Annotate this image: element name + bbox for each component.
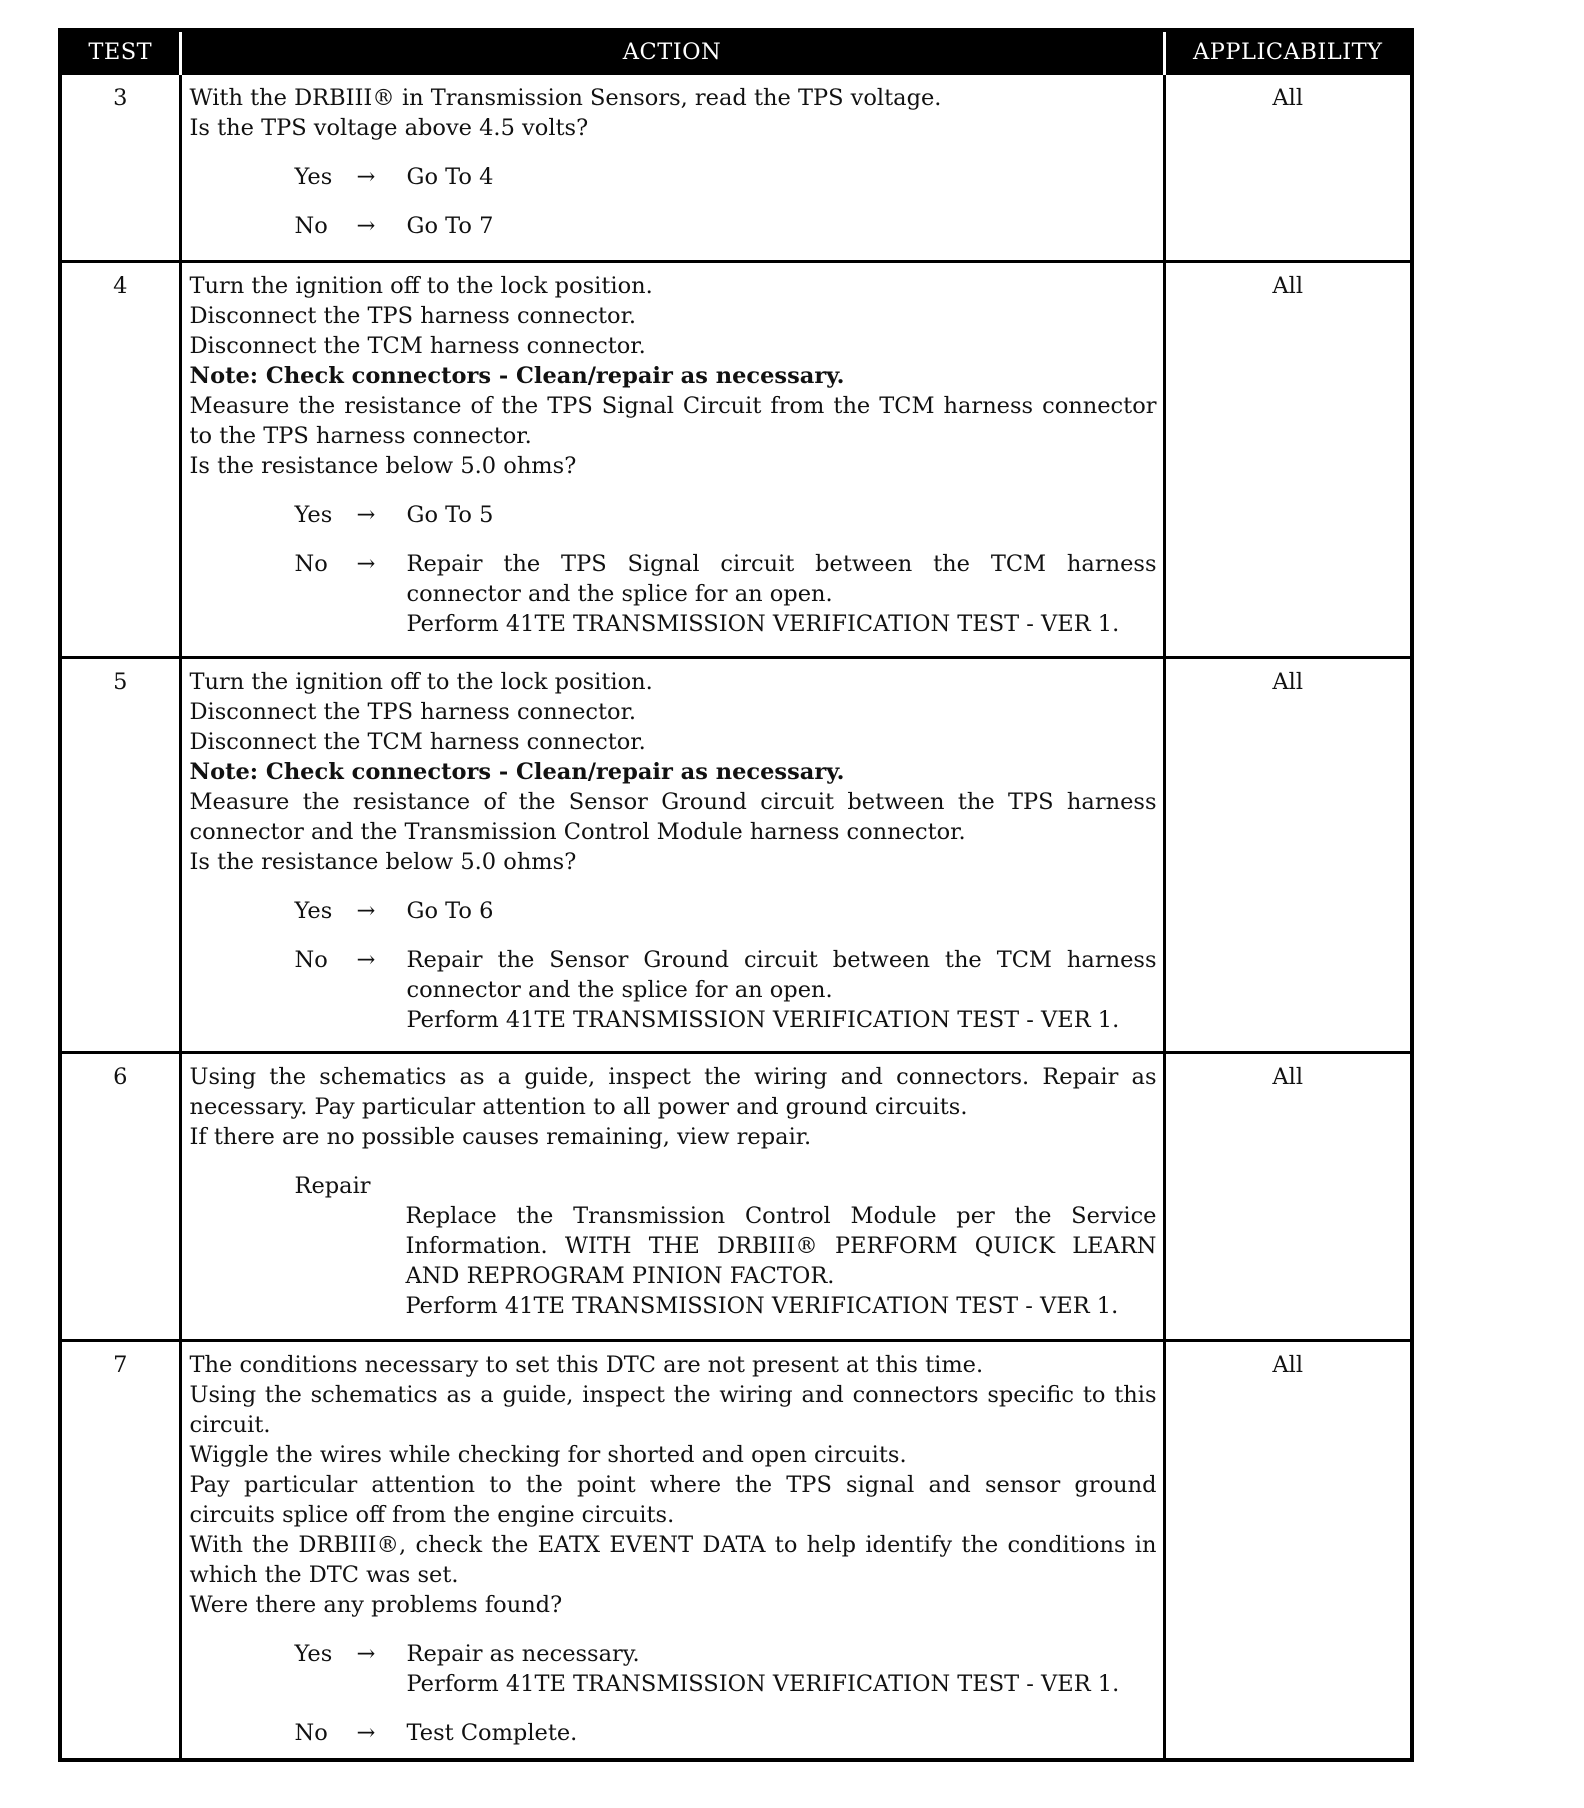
- header-applicability: APPLICABILITY: [1164, 30, 1412, 74]
- table-row: [60, 74, 1412, 262]
- yes-answer: [190, 162, 1157, 192]
- arrow-icon: →: [356, 1720, 376, 1746]
- arrow-icon: →: [356, 213, 376, 239]
- header-test: TEST: [60, 30, 180, 74]
- arrow-icon: →: [356, 502, 376, 528]
- action-line: Turn the ignition off to the lock position.: [189, 669, 653, 695]
- applicability-value: All: [1164, 658, 1412, 1053]
- no-label: No: [294, 947, 328, 973]
- table-row: [60, 658, 1412, 1053]
- action-cell: [180, 1341, 1164, 1761]
- no-text: Test Complete.: [406, 1720, 578, 1746]
- repair-verification: Perform 41TE TRANSMISSION VERIFICATION TEST - VER 1.: [405, 1293, 1119, 1319]
- table-row: [60, 1341, 1412, 1761]
- diagnostic-test-table: [58, 28, 1414, 1762]
- action-cell: [180, 262, 1164, 658]
- yes-text: Go To 5: [406, 502, 494, 528]
- no-answer: [190, 945, 1157, 1035]
- action-line: Measure the resistance of the TPS Signal Circuit from the TCM harness connector to the TPS harness connector.: [189, 393, 1157, 449]
- test-number: 3: [60, 74, 180, 262]
- no-text-block: [407, 945, 1157, 1035]
- action-line: Disconnect the TPS harness connector.: [189, 303, 637, 329]
- no-text-block: [407, 549, 1157, 639]
- action-line: Pay particular attention to the point where the TPS signal and sensor ground circuits splice off from the engine circuits.: [189, 1472, 1157, 1528]
- yes-label: Yes: [294, 898, 333, 924]
- table-row: [60, 262, 1412, 658]
- no-text-verification: Perform 41TE TRANSMISSION VERIFICATION TEST - VER 1.: [406, 1007, 1120, 1033]
- action-line: Disconnect the TCM harness connector.: [189, 333, 646, 359]
- yes-answer: [190, 1639, 1157, 1699]
- no-answer: [190, 211, 1157, 241]
- table-header-row: [60, 30, 1412, 74]
- action-line: Disconnect the TPS harness connector.: [189, 699, 637, 725]
- arrow-icon: →: [356, 898, 376, 924]
- yes-text: Repair as necessary.: [406, 1641, 640, 1667]
- action-line: Is the resistance below 5.0 ohms?: [189, 849, 577, 875]
- no-text: Repair the Sensor Ground circuit between the TCM harness connector and the splice for an open.: [406, 947, 1157, 1003]
- action-line: Turn the ignition off to the lock position.: [189, 273, 653, 299]
- action-line: The conditions necessary to set this DTC are not present at this time.: [189, 1352, 984, 1378]
- applicability-value: All: [1164, 74, 1412, 262]
- arrow-icon: →: [356, 947, 376, 973]
- no-label: No: [294, 1720, 328, 1746]
- no-label: No: [294, 551, 328, 577]
- yes-text: Go To 4: [406, 164, 494, 190]
- no-text: Go To 7: [406, 213, 494, 239]
- action-cell: [180, 1053, 1164, 1341]
- applicability-value: All: [1164, 262, 1412, 658]
- action-line: With the DRBIII® in Transmission Sensors, read the TPS voltage.: [189, 85, 942, 111]
- yes-text-block: [407, 1639, 1157, 1699]
- note-text: Note: Check connectors - Clean/repair as necessary.: [189, 759, 845, 785]
- no-answer: [190, 1718, 1157, 1748]
- yes-text-verification: Perform 41TE TRANSMISSION VERIFICATION TEST - VER 1.: [406, 1671, 1120, 1697]
- applicability-value: All: [1164, 1341, 1412, 1761]
- no-label: No: [294, 213, 328, 239]
- test-number: 6: [60, 1053, 180, 1341]
- repair-block: [190, 1171, 1157, 1321]
- repair-label: Repair: [294, 1173, 371, 1199]
- table-row: [60, 1053, 1412, 1341]
- action-line: Using the schematics as a guide, inspect the wiring and connectors specific to this circuit.: [189, 1382, 1157, 1438]
- yes-answer: [190, 500, 1157, 530]
- no-answer: [190, 549, 1157, 639]
- action-cell: [180, 74, 1164, 262]
- action-line: Disconnect the TCM harness connector.: [189, 729, 646, 755]
- action-cell: [180, 658, 1164, 1053]
- action-line: Measure the resistance of the Sensor Ground circuit between the TPS harness connector and the Transmission Control Module harness connector.: [189, 789, 1157, 845]
- yes-label: Yes: [294, 1641, 333, 1667]
- no-text-verification: Perform 41TE TRANSMISSION VERIFICATION TEST - VER 1.: [406, 611, 1120, 637]
- arrow-icon: →: [356, 551, 376, 577]
- repair-text: Replace the Transmission Control Module per the Service Information. WITH THE DRBIII® PERFORM QUICK LEARN AND REPROGRAM PINION FACTOR.: [405, 1203, 1157, 1289]
- action-line: Wiggle the wires while checking for shorted and open circuits.: [189, 1442, 907, 1468]
- yes-answer: [190, 896, 1157, 926]
- action-line: With the DRBIII®, check the EATX EVENT DATA to help identify the conditions in which the DTC was set.: [189, 1532, 1157, 1588]
- no-text: Repair the TPS Signal circuit between the TCM harness connector and the splice for an open.: [406, 551, 1157, 607]
- applicability-value: All: [1164, 1053, 1412, 1341]
- yes-label: Yes: [294, 502, 333, 528]
- arrow-icon: →: [356, 164, 376, 190]
- action-line: Is the resistance below 5.0 ohms?: [189, 453, 577, 479]
- action-line: If there are no possible causes remaining, view repair.: [189, 1124, 812, 1150]
- repair-body: [406, 1201, 1157, 1321]
- action-line: Using the schematics as a guide, inspect the wiring and connectors. Repair as necessary. Pay particular attention to all power and ground circuits.: [189, 1064, 1157, 1120]
- header-action: ACTION: [180, 30, 1164, 74]
- test-number: 7: [60, 1341, 180, 1761]
- action-line: Is the TPS voltage above 4.5 volts?: [189, 115, 589, 141]
- yes-label: Yes: [294, 164, 333, 190]
- test-number: 5: [60, 658, 180, 1053]
- action-line: Were there any problems found?: [189, 1592, 563, 1618]
- note-text: Note: Check connectors - Clean/repair as necessary.: [189, 363, 845, 389]
- test-number: 4: [60, 262, 180, 658]
- yes-text: Go To 6: [406, 898, 494, 924]
- arrow-icon: →: [356, 1641, 376, 1667]
